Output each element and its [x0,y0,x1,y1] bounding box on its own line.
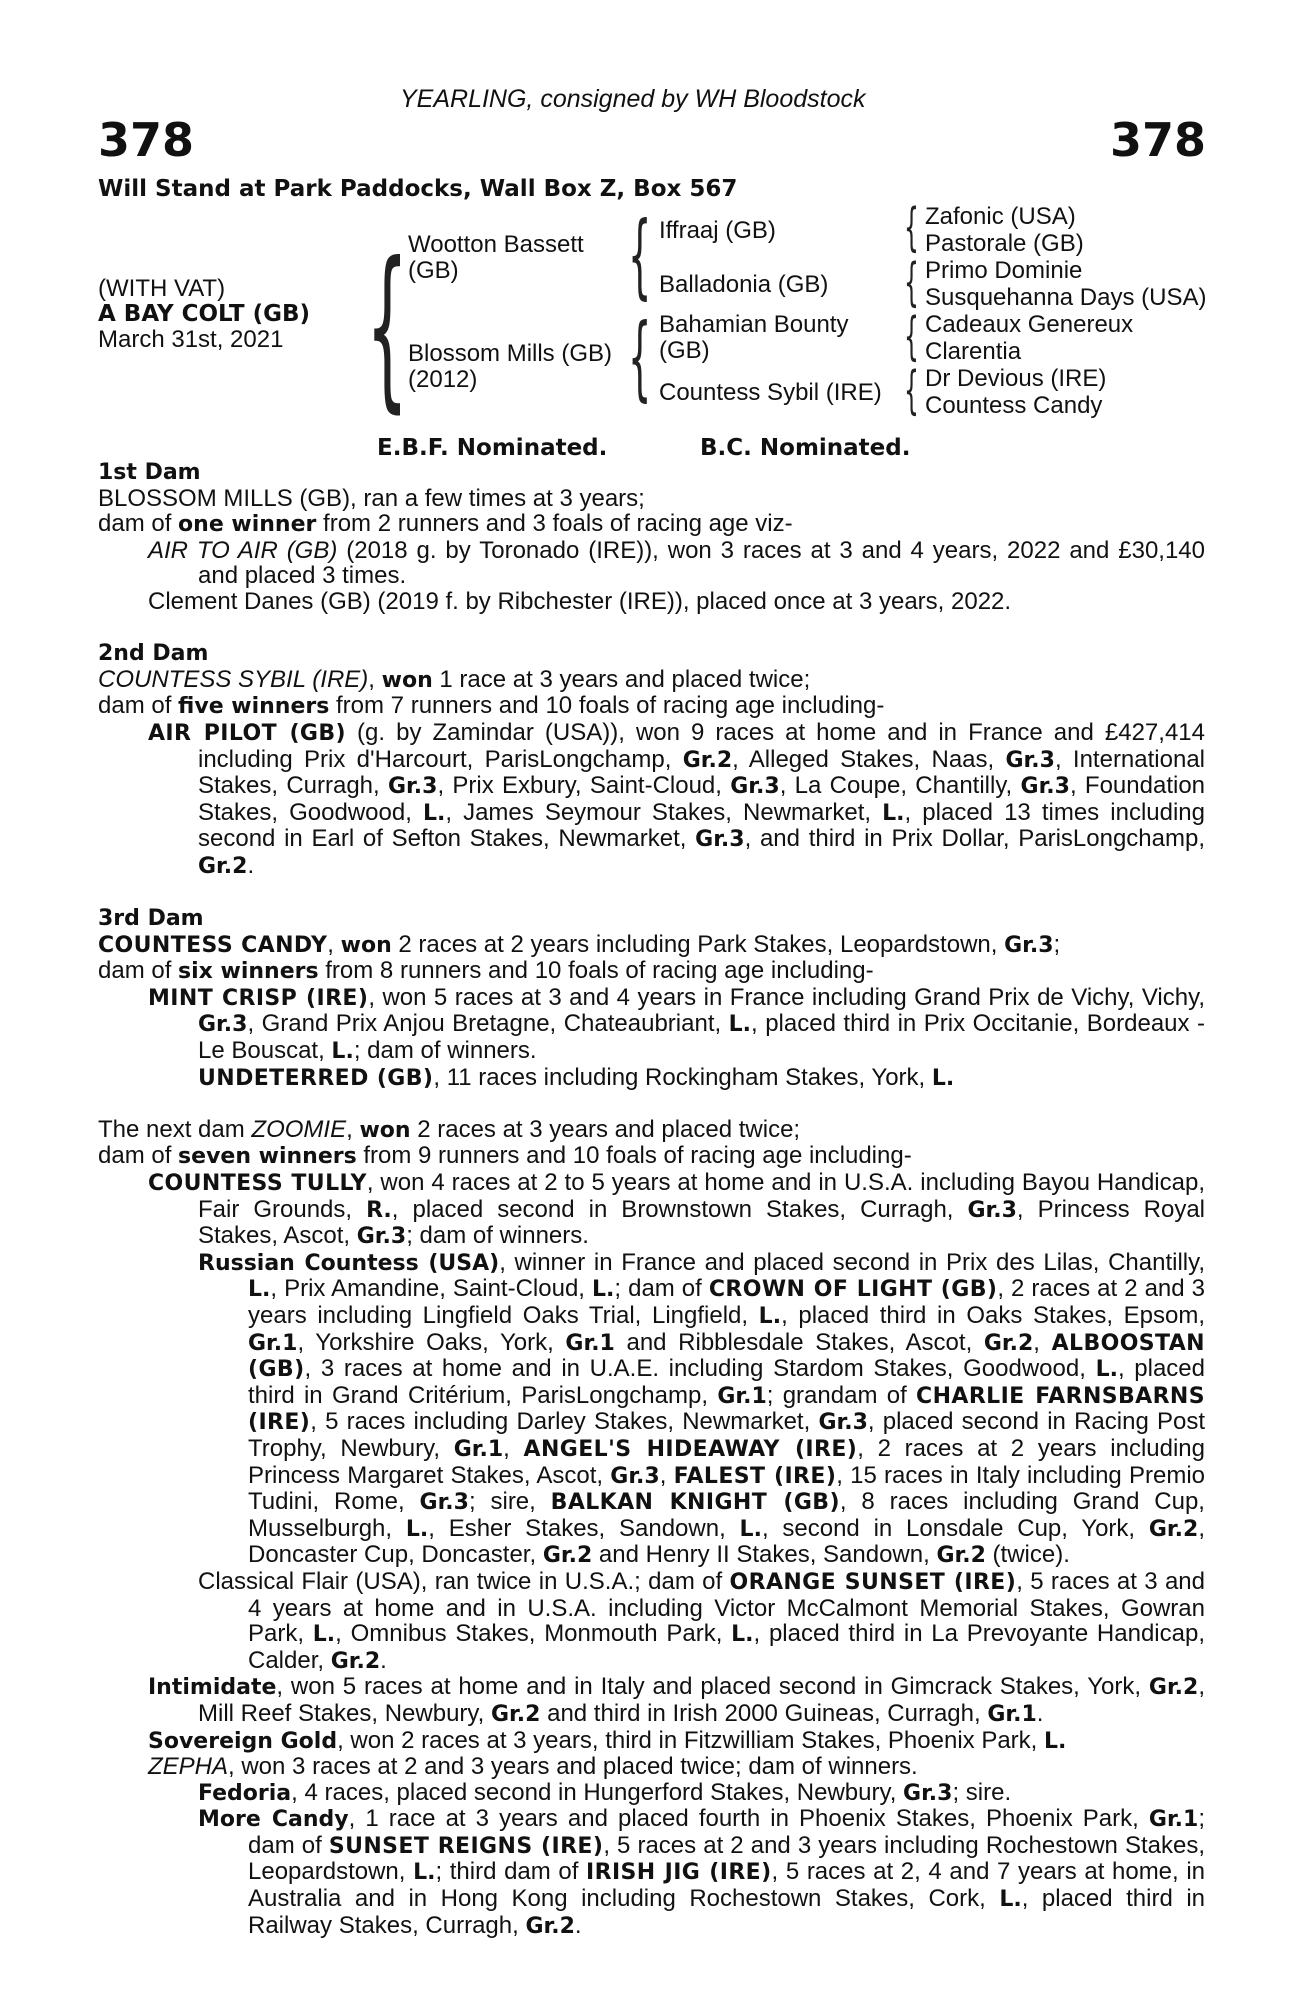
bold-text: Gr.2 [542,1543,593,1569]
catalogue-paragraph [98,1117,1205,1144]
text-run: ; third dam of [435,1858,587,1886]
bold-text: one winner [178,512,317,538]
text-run: , Omnibus Stakes, Monmouth Park, [335,1620,732,1648]
bold-text: won [381,667,433,693]
text-run: , Yorkshire Oaks, York, [297,1328,566,1356]
paragraph-gap [98,880,1205,906]
catalogue-paragraph [98,589,1205,615]
text-run: , [503,1434,524,1462]
text-run: and Ribblesdale Stakes, Ascot, [614,1328,984,1356]
text-run: from 8 runners and 10 foals of racing age including- [318,957,874,985]
text-run: , 5 races at 3 and 4 years at home and in U.S.A. including Victor McCalmont Memorial Stakes, Gowran Park, [248,1567,1206,1648]
text-run: , and third in Prix Dollar, ParisLongchamp, [744,825,1205,853]
text-run: , 5 races at 2, 4 and 7 years at home, in Australia and in Hong Kong including Rochestown Stakes, Cork, [248,1858,1206,1913]
pedigree-brace-main: { [366,226,409,429]
dam-sire-sire: Cadeaux Genereux [925,311,1134,338]
pedigree-brace-1: { [904,198,919,258]
text-run: ; dam of winners. [406,1222,589,1250]
text-run: , placed third in Grand Critérium, ParisLongchamp, [248,1355,1206,1409]
text-run: from 9 runners and 10 foals of racing age including- [356,1142,912,1170]
text-run: , 4 races, placed second in Hungerford Stakes, Newbury, [291,1778,904,1806]
bold-text: Gr.2 [490,1701,541,1727]
text-run: , [659,1461,674,1489]
sire-name: Wootton Bassett [408,231,584,258]
black-type-name: AIR PILOT (GB) [148,720,347,746]
pedigree-brace-sire: { [628,202,652,309]
black-type-name: BALKAN KNIGHT (GB) [550,1490,840,1516]
text-run: , won 5 races at 3 and 4 years in France including Grand Prix de Vichy, Vichy, [368,983,1205,1011]
catalogue-paragraph [98,1780,1205,1807]
dam-dam: Countess Sybil (IRE) [659,379,882,406]
bold-text: Gr.2 [983,1330,1034,1356]
text-run: , Prix Exbury, Saint-Cloud, [437,772,731,800]
bold-text: Fedoria [198,1780,292,1806]
bold-text: Gr.2 [682,747,733,773]
text-run: , placed third in Oaks Stakes, Epsom, [781,1302,1205,1329]
catalogue-paragraph [98,1170,1205,1250]
black-type-name: SUNSET REIGNS (IRE) [328,1833,604,1859]
text-run: from 7 runners and 10 foals of racing age including- [329,692,885,720]
text-run: , Mill Reef Stakes, Newbury, [198,1673,1205,1727]
bold-text: Gr.2 [198,853,248,879]
text-run: . [247,851,255,879]
bold-text: Gr.3 [356,1224,407,1250]
bold-text: Gr.2 [936,1543,986,1569]
text-run: , International Stakes, Curragh, [198,745,1206,800]
lot-number-left: 378 [98,113,195,167]
catalogue-paragraph [98,511,1205,538]
bold-text: Gr.2 [330,1648,381,1674]
bold-text: Gr.1 [987,1701,1037,1727]
consignment-header: YEARLING, consigned by WH Bloodstock [400,85,866,113]
bold-text: Gr.3 [1005,747,1055,773]
text-run: , won 5 races at home and in Italy and placed second in Gimcrack Stakes, York, [276,1673,1149,1701]
black-type-name: CROWN OF LIGHT (GB) [708,1277,998,1303]
text-run: , placed third in Railway Stakes, Curragh, [248,1885,1205,1939]
text-run: Classical Flair (USA), ran twice in U.S.A.; dam of [198,1567,730,1595]
bold-text: Gr.3 [1020,774,1070,800]
text-run: , 15 races in Italy including Premio Tudini, Rome, [248,1461,1205,1516]
text-run: ; sire. [952,1778,1012,1806]
catalogue-paragraph [98,640,1205,667]
pedigree-brace-dam: { [628,304,652,411]
bold-text: Gr.3 [903,1780,953,1806]
italic-text: ZEPHA [148,1753,229,1781]
pedigree-brace-3: { [904,307,919,367]
text-run: BLOSSOM MILLS (GB), ran a few times at 3 years; [98,484,645,512]
text-run: , 3 races at home and in U.A.E. including Stardom Stakes, Goodwood, [304,1355,1096,1383]
text-run: ; sire, [468,1488,551,1516]
black-type-name: CHARLIE FARNSBARNS (IRE) [248,1383,1205,1436]
text-run: Clement Danes (GB) (2019 f. by Ribchester (IRE)), placed once at 3 years, 2022. [148,587,1012,615]
pedigree-brace-2: { [904,253,919,313]
foaling-date: March 31st, 2021 [98,326,284,353]
text-run: , [327,930,341,958]
catalogue-paragraph [98,1728,1205,1755]
text-run: , 8 races including Grand Cup, Musselburgh, [248,1488,1205,1542]
bold-text: L. [422,800,446,826]
dam-sire-name: Bahamian Bounty [659,311,849,338]
dam-year: (2012) [408,366,478,393]
sire-sire-dam: Pastorale (GB) [925,230,1084,257]
ebf-nomination: E.B.F. Nominated. [377,435,608,461]
catalogue-paragraph [98,693,1205,720]
bold-text: Gr.3 [610,1463,660,1489]
bold-text: L. [592,1277,615,1303]
bold-text: L. [248,1277,271,1303]
bold-text: L. [1095,1357,1118,1383]
bold-text: More Candy [198,1807,349,1833]
catalogue-paragraph [98,667,1205,694]
text-run: . [574,1911,582,1939]
bold-text: Sovereign Gold [148,1728,338,1754]
catalogue-paragraph [98,1250,1205,1569]
stand-location: Will Stand at Park Paddocks, Wall Box Z, Box 567 [98,176,738,202]
bold-text: Gr.2 [525,1913,575,1939]
text-run: , placed third in La Prevoyante Handicap, Calder, [248,1620,1206,1674]
catalogue-paragraph [98,1569,1205,1674]
text-run: (twice). [985,1541,1070,1569]
text-run: , 5 races including Darley Stakes, Newmarket, [310,1408,819,1436]
dam-dam-sire: Dr Devious (IRE) [925,365,1107,392]
sire-sire: Iffraaj (GB) [659,217,776,244]
lot-number-right: 378 [1109,113,1206,167]
bold-text: Gr.3 [198,1012,248,1038]
text-run: , [368,665,382,693]
bold-text: 3rd Dam [98,906,204,932]
bold-text: Gr.3 [695,827,745,853]
dam-sire-country: (GB) [659,337,710,364]
text-run: , Doncaster Cup, Doncaster, [248,1514,1205,1569]
bold-text: Gr.3 [818,1410,868,1436]
catalogue-paragraph [98,1754,1205,1780]
bold-text: Gr.2 [1148,1675,1199,1701]
bold-text: Gr.1 [1148,1807,1199,1833]
text-run: , placed third in Prix Occitanie, Bordeaux - Le Bouscat, [198,1010,1205,1065]
catalogue-paragraph [98,932,1205,959]
text-run: , 5 races at 2 and 3 years including Rochestown Stakes, Leopardstown, [248,1831,1205,1886]
italic-text: COUNTESS SYBIL (IRE) [98,665,369,693]
text-run: , second in Lonsdale Cup, York, [761,1514,1149,1542]
bold-text: Gr.3 [967,1197,1017,1223]
text-run: 1 race at 3 years and placed twice; [432,665,811,693]
bold-text: L. [999,1887,1022,1913]
bold-text: Gr.3 [419,1490,469,1516]
catalogue-paragraph [98,720,1205,880]
bold-text: six winners [178,959,319,985]
dam-dam-dam: Countess Candy [925,392,1103,419]
text-run: , [346,1115,360,1143]
catalogue-paragraph [98,1065,1205,1092]
text-run: , Grand Prix Anjou Bretagne, Chateaubriant, [247,1010,729,1038]
text-run: 2 races at 2 years including Park Stakes, Leopardstown, [391,930,1005,958]
italic-text: ZOOMIE [251,1115,347,1143]
text-run: (g. by Zamindar (USA)), won 9 races at home and in France and £427,414 including Prix d'Harcourt, ParisLongchamp, [198,718,1205,773]
text-run: , Prix Amandine, Saint-Cloud, [270,1275,592,1303]
black-type-name: FALEST (IRE) [673,1463,837,1489]
sire-dam: Balladonia (GB) [659,271,829,298]
paragraph-gap [98,1091,1205,1117]
bold-text: L. [931,1065,955,1091]
sire-dam-dam: Susquehanna Days (USA) [925,284,1207,311]
sire-country: (GB) [408,257,459,284]
black-type-name: IRISH JIG (IRE) [586,1860,772,1886]
text-run: and third in Irish 2000 Guineas, Curragh, [540,1699,988,1727]
bold-text: won [340,932,392,958]
pedigree-brace-4: { [904,361,919,421]
text-run: , 2 races at 2 years including Princess Margaret Stakes, Ascot, [248,1434,1206,1489]
catalogue-paragraph [98,958,1205,985]
text-run: , Alleged Stakes, Naas, [732,745,1006,773]
black-type-name: ORANGE SUNSET (IRE) [729,1569,1017,1595]
catalogue-paragraph [98,1806,1205,1939]
bold-text: won [359,1117,411,1143]
text-run: ; dam of [614,1275,709,1303]
bold-text: L. [758,1304,782,1329]
text-run: , La Coupe, Chantilly, [779,772,1021,800]
text-run: , won 4 races at 2 to 5 years at home and in U.S.A. including Bayou Handicap, Fair Grounds, [198,1169,1205,1223]
dam-line-text [98,459,1205,1939]
dam-sire-dam: Clarentia [925,338,1022,365]
text-run: 2 races at 3 years and placed twice; [410,1115,801,1143]
text-run: , placed 13 times including second in Earl of Sefton Stakes, Newmarket, [198,798,1205,853]
text-run: ; [1053,930,1061,958]
bold-text: L. [882,800,905,826]
black-type-name: MINT CRISP (IRE) [148,985,369,1011]
bold-text: L. [331,1039,354,1065]
text-run: , won 2 races at 3 years, third in Fitzwilliam Stakes, Phoenix Park, [337,1726,1045,1754]
paragraph-gap [98,615,1205,641]
bc-nomination: B.C. Nominated. [700,435,911,461]
sire-dam-sire: Primo Dominie [925,257,1083,284]
bold-text: L. [413,1860,436,1886]
black-type-name: COUNTESS TULLY [148,1171,367,1197]
text-run: , [1033,1328,1052,1356]
black-type-name: COUNTESS CANDY [98,932,328,958]
catalogue-paragraph [98,985,1205,1065]
text-run: ; grandam of [766,1381,917,1409]
bold-text: Gr.3 [730,774,780,800]
text-run: , Esher Stakes, Sandown, [428,1514,740,1542]
black-type-name: ANGEL'S HIDEAWAY (IRE) [523,1436,858,1462]
text-run: , Princess Royal Stakes, Ascot, [198,1195,1205,1250]
text-run: dam of [98,1142,179,1170]
text-run: . [1036,1699,1044,1727]
black-type-name: UNDETERRED (GB) [198,1065,434,1091]
text-run: , 11 races including Rockingham Stakes, York, [433,1063,932,1091]
bold-text: L. [731,1622,754,1648]
text-run: , winner in France and placed second in Prix des Lilas, Chantilly, [499,1248,1206,1276]
sire-sire-sire: Zafonic (USA) [925,203,1076,230]
text-run: from 2 runners and 3 foals of racing age viz- [316,510,793,538]
catalogue-paragraph [98,905,1205,932]
text-run: dam of [98,692,179,720]
bold-text: R. [366,1197,392,1223]
bold-text: Gr.1 [453,1436,504,1462]
bold-text: Russian Countess (USA) [198,1250,500,1276]
bold-text: L. [728,1012,752,1038]
text-run: The next dam [98,1115,252,1143]
catalogue-paragraph [98,538,1205,589]
bold-text: 1st Dam [98,460,201,485]
bold-text: Gr.1 [565,1330,615,1356]
dam-name: Blossom Mills (GB) [408,340,613,367]
bold-text: L. [405,1516,429,1542]
bold-text: five winners [178,694,330,720]
bold-text: Gr.1 [248,1330,298,1356]
catalogue-paragraph [98,459,1205,486]
text-run: , 1 race at 3 years and placed fourth in Phoenix Stakes, Phoenix Park, [348,1805,1149,1833]
text-run: , 2 races at 2 and 3 years including Lingfield Oaks Trial, Lingfield, [248,1275,1205,1329]
text-run: dam of [98,510,179,538]
bold-text: Gr.2 [1148,1516,1199,1542]
text-run: . [380,1646,387,1674]
text-run: , placed second in Brownstown Stakes, Curragh, [391,1195,968,1223]
text-run: , won 3 races at 2 and 3 years and placed twice; dam of winners. [228,1753,918,1781]
bold-text: Gr.3 [388,774,438,800]
vat-note: (WITH VAT) [98,275,226,302]
text-run: and Henry II Stakes, Sandown, [592,1541,937,1569]
text-run: dam of [98,957,179,985]
text-run: , James Seymour Stakes, Newmarket, [445,798,883,826]
text-run: , Foundation Stakes, Goodwood, [198,772,1206,826]
bold-text: 2nd Dam [98,641,209,667]
italic-text: AIR TO AIR (GB) [148,536,338,564]
catalogue-paragraph [98,1143,1205,1170]
catalogue-paragraph [98,486,1205,512]
bold-text: L. [739,1516,762,1542]
text-run: , placed second in Racing Post Trophy, Newbury, [248,1408,1206,1462]
bold-text: L. [1044,1728,1067,1754]
text-run: ; dam of [248,1805,1206,1859]
bold-text: Intimidate [148,1675,277,1701]
horse-name: A BAY COLT (GB) [98,301,311,327]
bold-text: Gr.1 [717,1383,767,1409]
bold-text: seven winners [178,1144,357,1170]
text-run: (2018 g. by Toronado (IRE)), won 3 races at 3 and 4 years, 2022 and £30,140 and placed 3 times. [198,536,1206,590]
text-run: ; dam of winners. [353,1037,537,1065]
bold-text: Gr.3 [1004,932,1054,958]
catalogue-paragraph [98,1674,1205,1727]
bold-text: L. [312,1622,336,1648]
black-type-name: ALBOOSTAN (GB) [248,1330,1205,1383]
